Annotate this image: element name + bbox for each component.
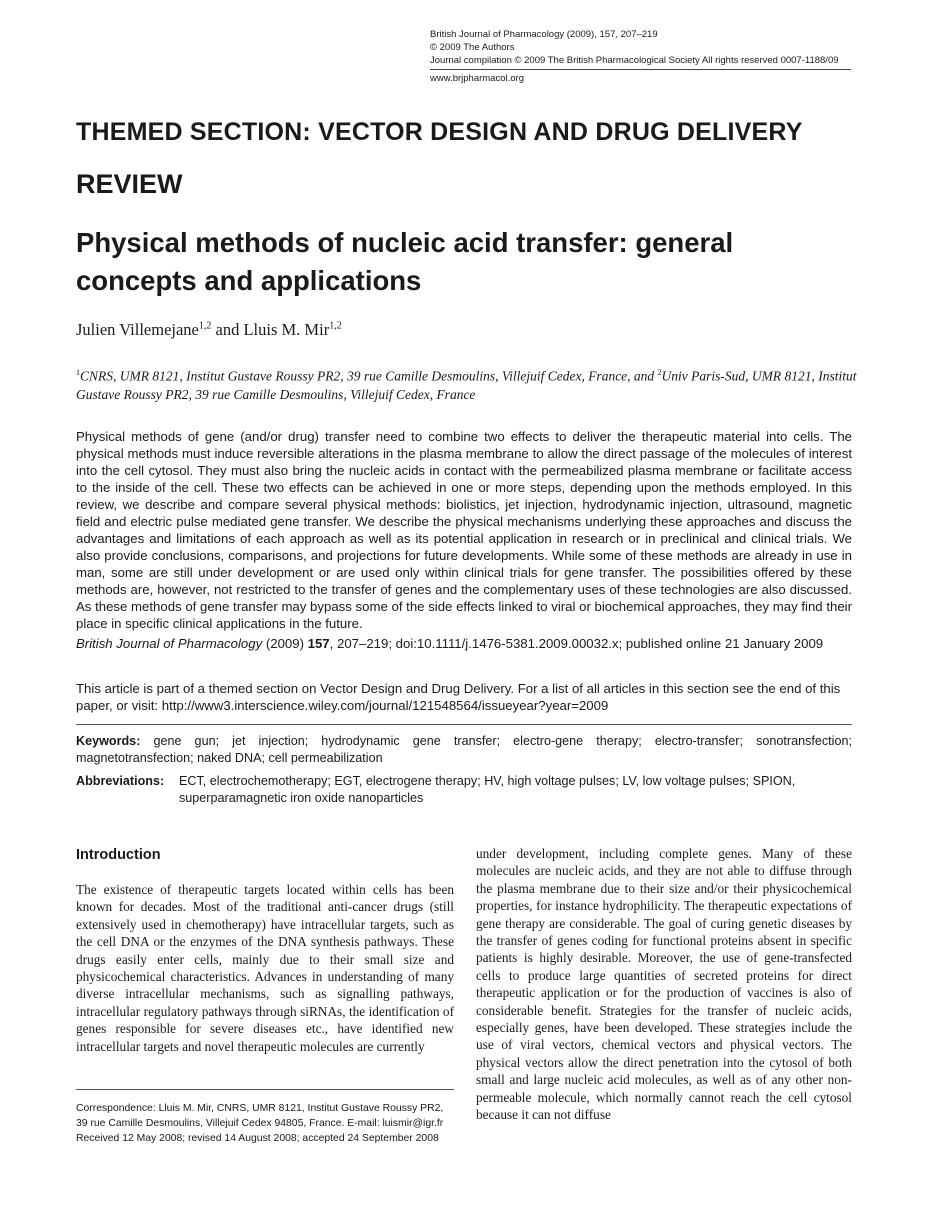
footnote-rule <box>76 1089 454 1090</box>
author-joiner: and <box>211 320 244 339</box>
abbreviations-text: ECT, electrochemotherapy; EGT, electrogene therapy; HV, high voltage pulses; LV, low voltage pulses; SPION, superparamagnetic iron oxide nanoparticles <box>179 774 796 805</box>
citation <box>76 635 852 652</box>
abbreviations <box>76 773 852 807</box>
journal-header <box>430 28 860 85</box>
body-paragraph: under development, including complete genes. Many of these molecules are nucleic acids, and they are not able to diffuse through the plasma membrane due to their size and/or their physicochemical properties, for instance hydrophilicity. The therapeutic expectations of gene therapy are considerable. The goal of curing genetic diseases by the transfer of genes coding for functional proteins absent in specific patients is highly desirable. Moreover, the use of gene-transfected cells to produce large quantities of secreted proteins for direct therapeutic application or for the production of vaccines is also of considerable benefit. Strategies for the transfer of nucleic acids, especially genes, have been developed. These strategies include the use of viral vectors, chemical vectors and physical vectors. The physical vectors allow the direct penetration into the cytosol of both small and large nucleic acid molecules, as well as of any other non-permeable molecule, which normally cannot reach the cell cytosol because it can not diffuse <box>476 846 852 1123</box>
author-list <box>76 320 342 340</box>
themed-section-heading: THEMED SECTION: VECTOR DESIGN AND DRUG DELIVERY <box>76 118 803 146</box>
affiliation-marker: 2 <box>657 368 662 377</box>
citation-year: (2009) <box>262 636 308 651</box>
author-affiliation-marker: 1,2 <box>329 320 342 332</box>
journal-citation-line: British Journal of Pharmacology (2009), 157, 207–219 <box>430 29 658 40</box>
keywords-rule <box>76 724 852 725</box>
compilation-line: Journal compilation © 2009 The British Pharmacological Society All rights reserved 0007-1188/09 <box>430 55 839 66</box>
author-affiliation-marker: 1,2 <box>198 320 212 332</box>
affiliation-text: Univ Paris-Sud, UMR 8121, Institut Gustave Roussy PR2, 39 rue Camille Desmoulins, Villejuif Cedex, France <box>76 368 857 402</box>
themed-section-note: This article is part of a themed section on Vector Design and Drug Delivery. For a list of all articles in this section see the end of this paper, or visit: http://www3.interscience.wiley.com/journal/121548564/issueyear?year=2009 <box>76 681 841 713</box>
footnote-line: Correspondence: Lluis M. Mir, CNRS, UMR 8121, Institut Gustave Roussy PR2, <box>76 1103 444 1114</box>
section-heading-introduction: Introduction <box>76 847 161 863</box>
citation-journal: British Journal of Pharmacology <box>76 636 263 651</box>
abbreviations-label: Abbreviations: <box>76 774 165 788</box>
header-rule <box>430 69 851 70</box>
copyright-line: © 2009 The Authors <box>430 42 515 53</box>
correspondence-footnote <box>76 1101 466 1146</box>
affiliation-text: CNRS, UMR 8121, Institut Gustave Roussy PR2, 39 rue Camille Desmoulins, Villejuif Cedex, France, and <box>80 368 658 384</box>
keywords <box>76 733 852 767</box>
citation-volume: 157 <box>307 636 330 651</box>
citation-details: , 207–219; doi:10.1111/j.1476-5381.2009.00032.x; published online 21 January 2009 <box>329 636 824 651</box>
journal-website-link[interactable]: www.brjpharmacol.org <box>430 73 524 84</box>
right-column <box>476 845 852 1124</box>
author-name: Julien Villemejane <box>76 320 199 339</box>
footnote-line: Received 12 May 2008; revised 14 August 2008; accepted 24 September 2008 <box>76 1133 439 1144</box>
affiliation-marker: 1 <box>76 368 80 377</box>
left-column <box>76 845 454 1055</box>
article-type: REVIEW <box>76 169 183 199</box>
body-paragraph: The existence of therapeutic targets located within cells has been known for decades. Most of the traditional anti-cancer drugs (still extensively used in chemotherapy) have intracellular targets, such as the cell DNA or the enzymes of the DNA synthesis pathways. These drugs easily enter cells, mainly due to their small size and physicochemical characteristics. Advances in understanding of many diverse intracellular mechanisms, such as signalling pathways, intracellular regulatory pathways through siRNAs, the identification of genes responsible for severe diseases etc., have identified new intracellular targets and novel therapeutic molecules are currently <box>76 882 454 1054</box>
abstract: Physical methods of gene (and/or drug) transfer need to combine two effects to deliver the therapeutic material into cells. The physical methods must induce reversible alterations in the plasma membrane to allow the direct passage of the molecules of interest into the cell cytosol. They must also bring the nucleic acids in contact with the permeabilized plasma membrane or facilitate access to the inside of the cell. These two effects can be achieved in one or more steps, depending upon the methods employed. In this review, we describe and compare several physical methods: biolistics, jet injection, hydrodynamic injection, ultrasound, magnetic field and electric pulse mediated gene transfer. We describe the physical mechanisms underlying these approaches and discuss the advantages and limitations of each approach as well as its potential application in research or in preclinical and clinical trials. We also provide conclusions, comparisons, and projections for future developments. While some of these methods are already in use in man, some are still under development or are used only within clinical trials for gene transfer. The possibilities offered by these methods are, however, not restricted to the transfer of genes and the complementary uses of these technologies are also discussed. As these methods of gene transfer may bypass some of the side effects linked to viral or biochemical approaches, they may find their place in specific clinical applications in the future. <box>76 429 852 631</box>
keywords-label: Keywords: <box>76 734 141 748</box>
author-name: Lluis M. Mir <box>243 320 330 339</box>
article-title: Physical methods of nucleic acid transfer: general concepts and applications <box>76 227 734 296</box>
footnote-line: 39 rue Camille Desmoulins, Villejuif Cedex 94805, France. E-mail: luismir@igr.fr <box>76 1118 444 1129</box>
affiliations <box>76 364 866 404</box>
keywords-text: gene gun; jet injection; hydrodynamic gene transfer; electro-gene therapy; electro-transfer; sonotransfection; magnetotransfection; naked DNA; cell permeabilization <box>76 734 852 765</box>
